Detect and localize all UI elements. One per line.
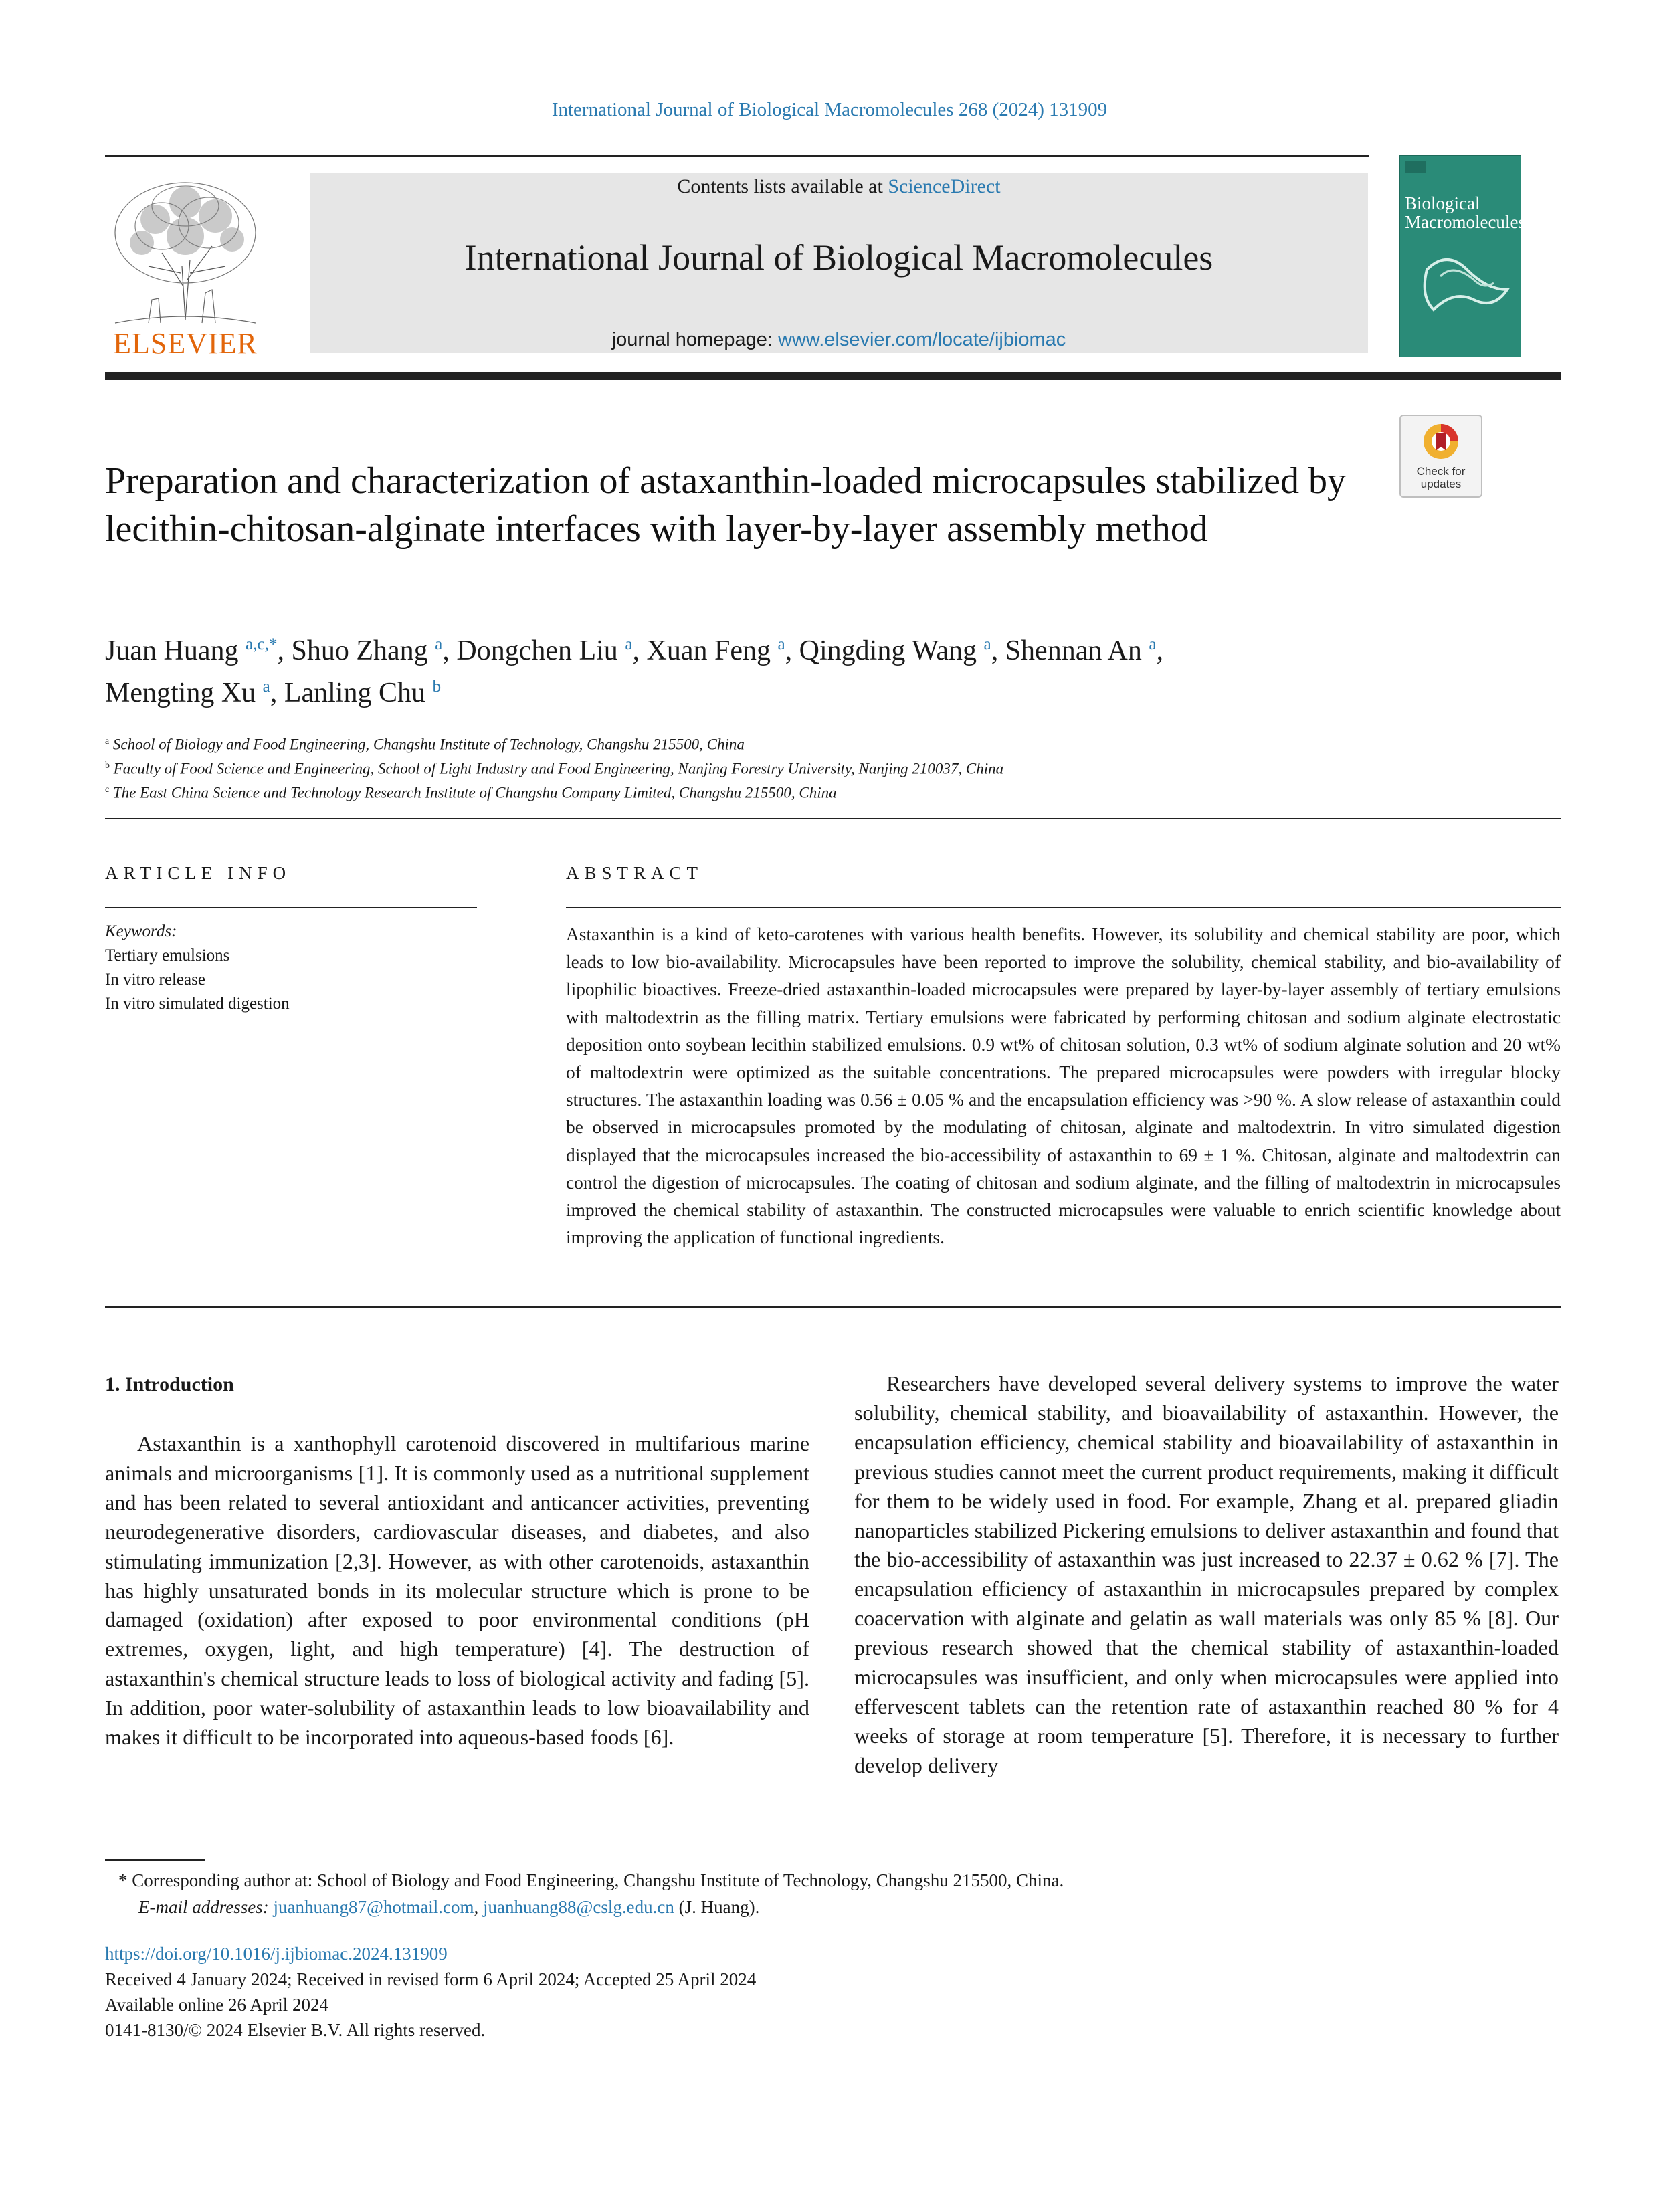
author-affil-ref[interactable]: a bbox=[983, 635, 991, 653]
homepage-prefix: journal homepage: bbox=[611, 329, 778, 350]
cover-title: Biological Macromolecules bbox=[1405, 193, 1525, 232]
article-info-rule bbox=[105, 907, 477, 908]
affiliation-key: c bbox=[105, 784, 110, 794]
author-affil-ref[interactable]: a bbox=[435, 635, 443, 653]
author-name[interactable]: Juan Huang bbox=[105, 635, 239, 666]
affiliation-key: a bbox=[105, 736, 110, 746]
publication-info bbox=[105, 1941, 1309, 2043]
email-link[interactable]: juanhuang88@cslg.edu.cn bbox=[483, 1897, 674, 1917]
contents-prefix: Contents lists available at bbox=[677, 175, 888, 197]
running-head[interactable]: International Journal of Biological Macromolecules 268 (2024) 131909 bbox=[551, 99, 1108, 120]
author-name[interactable]: Lanling Chu bbox=[284, 678, 425, 708]
author-name[interactable]: Dongchen Liu bbox=[456, 635, 618, 666]
check-updates-label[interactable]: Check for updates bbox=[1416, 465, 1466, 490]
author-affil-ref[interactable]: a bbox=[777, 635, 785, 653]
email-link[interactable]: juanhuang87@hotmail.com bbox=[273, 1897, 474, 1917]
received-dates: Received 4 January 2024; Received in revised form 6 April 2024; Accepted 25 April 2024 bbox=[105, 1969, 757, 1989]
homepage-link[interactable]: www.elsevier.com/locate/ijbiomac bbox=[777, 329, 1066, 350]
available-online: Available online 26 April 2024 bbox=[105, 1995, 328, 2015]
introduction-column-right: Researchers have developed several delivery systems to improve the water solubility, chemical stability, and bioavailability of astaxanthin. However, the encapsulation efficiency, chemical stability and bioavailability of astaxanthin in previous studies cannot meet the current product requirements, making it difficult for them to be widely used in food. For example, Zhang et al. prepared gliadin nanoparticles stabilized Pickering emulsions to deliver astaxanthin and found that the bio-accessibility of astaxanthin was just increased to 22.37 ± 0.62 % [7]. The encapsulation efficiency of astaxanthin in microcapsules prepared by complex coacervation with alginate and gelatin as wall materials was only 85 % [8]. Our previous research showed that the chemical stability of astaxanthin-loaded microcapsules was insufficient, and only when microcapsules were applied into effervescent tablets can the retention rate of astaxanthin reached 80 % for 4 weeks of storage at room temperature [5]. Therefore, it is necessary to further develop delivery bbox=[854, 1371, 1559, 1777]
author-list: Juan Huang $^{a,c,*}$, Shuo Zhang $^a$, Dongchen Liu $^a$, Xuan Feng $^a$, Qingding Wang $^a$, Shennan An $^a$, Mengting Xu $^a$, Lanling Chu $^b$ bbox=[105, 635, 1164, 708]
contents-line bbox=[310, 173, 1368, 201]
corresponding-author-note: * Corresponding author at: School of Biology and Food Engineering, Changshu Institute of Technology, Changshu 215500, China. bbox=[118, 1870, 1064, 1890]
email-line: E-mail addresses: juanhuang87@hotmail.com, juanhuang88@cslg.edu.cn (J. Huang). bbox=[138, 1897, 760, 1917]
email-suffix: (J. Huang). bbox=[678, 1897, 760, 1917]
journal-name: International Journal of Biological Macromolecules bbox=[464, 237, 1213, 278]
check-updates-icon bbox=[1401, 416, 1481, 463]
author-affil-ref[interactable]: a bbox=[625, 635, 633, 653]
homepage-line bbox=[310, 326, 1368, 353]
doi-link[interactable]: https://doi.org/10.1016/j.ijbiomac.2024.131909 bbox=[105, 1944, 448, 1964]
keywords-label: Keywords: bbox=[105, 922, 177, 940]
affiliation-key: b bbox=[105, 760, 110, 770]
copyright-line: 0141-8130/© 2024 Elsevier B.V. All rights reserved. bbox=[105, 2020, 486, 2040]
introduction-column-left: Astaxanthin is a xanthophyll carotenoid discovered in multifarious marine animals and microorganisms [1]. It is commonly used as a nutritional supplement and has been related to several antioxidant and anticancer activities, preventing neurodegenerative disorders, cardiovascular diseases, and diabetes, and also stimulating immunization [2,3]. However, as with other carotenoids, astaxanthin has highly unsaturated bonds in its molecular structure which is prone to be damaged (oxidation) after exposed to poor environmental conditions (pH extremes, oxygen, light, and high temperature) [4]. The destruction of astaxanthin's chemical structure leads to loss of biological activity and fading [5]. In addition, poor water-solubility of astaxanthin leads to low bioavailability and makes it difficult to be incorporated into aqueous-based foods [6]. bbox=[105, 1431, 809, 1750]
affiliation-a bbox=[105, 731, 1577, 755]
author-name[interactable]: Mengting Xu bbox=[105, 678, 256, 708]
article-info-heading: ARTICLE INFO bbox=[105, 863, 292, 883]
affiliation-text: School of Biology and Food Engineering, Changshu Institute of Technology, Changshu 215500, China bbox=[112, 736, 745, 753]
affiliation-text: Faculty of Food Science and Engineering, School of Light Industry and Food Engineering, Nanjing Forestry University, Nanjing 210037, China bbox=[113, 760, 1004, 777]
abstract-bottom-rule bbox=[105, 1306, 1561, 1308]
article-title: Preparation and characterization of astaxanthin-loaded microcapsules stabilized by lecithin-chitosan-alginate interfaces with layer-by-layer assembly method bbox=[105, 460, 1347, 550]
keyword-item: Tertiary emulsions bbox=[105, 946, 230, 965]
author-name[interactable]: Shennan An bbox=[1005, 635, 1142, 666]
affiliations-rule bbox=[105, 818, 1561, 819]
footnote-rule bbox=[105, 1859, 205, 1861]
journal-cover-thumbnail[interactable] bbox=[1399, 155, 1525, 357]
header-rule-thick bbox=[105, 372, 1561, 380]
sciencedirect-link[interactable]: ScienceDirect bbox=[888, 175, 1001, 197]
affiliation-c bbox=[105, 779, 1577, 803]
header-rule-top bbox=[105, 155, 1369, 157]
abstract-text: Astaxanthin is a kind of keto-carotenes with various health benefits. However, its solubility and chemical stability are poor, which leads to low bio-availability. Microcapsules have been reported to improve the solubility, chemical stability, and bio-availability of lipophilic bioactives. Freeze-dried astaxanthin-loaded microcapsules were prepared by layer-by-layer assembly of tertiary emulsions with maltodextrin as the filling matrix. Tertiary emulsions were fabricated by performing chitosan and sodium alginate electrostatic deposition onto soybean lecithin stabilized emulsions. 0.9 wt% of chitosan solution, 0.3 wt% of sodium alginate solution and 20 wt% of maltodextrin were optimized as the suitable concentrations. The prepared microcapsules were powders with irregular blocky structures. The astaxanthin loading was 0.56 ± 0.05 % and the encapsulation efficiency was >90 %. A slow release of astaxanthin could be observed in microcapsules promoted by the modulating of chitosan, alginate and maltodextrin. In vitro simulated digestion displayed that the microcapsules increased the bio-accessibility of astaxanthin to 69 ± 1 %. Chitosan, alginate and maltodextrin can control the digestion of microcapsules. The coating of chitosan and sodium alginate, and the filling of maltodextrin in microcapsules improved the chemical stability of astaxanthin. The constructed microcapsules were valuable to enrich scientific knowledge about improving the application of functional ingredients. bbox=[566, 924, 1561, 1248]
author-name[interactable]: Xuan Feng bbox=[646, 635, 771, 666]
abstract-heading: ABSTRACT bbox=[566, 863, 704, 883]
affiliation-b bbox=[105, 755, 1577, 779]
author-affil-ref[interactable]: a bbox=[1149, 635, 1157, 653]
author-affil-ref[interactable]: a,c,* bbox=[245, 635, 278, 653]
keywords-block bbox=[105, 920, 480, 1016]
email-label: E-mail addresses: bbox=[138, 1897, 269, 1917]
introduction-heading: 1. Introduction bbox=[105, 1373, 234, 1395]
footnote-block bbox=[105, 1867, 1577, 1920]
keyword-item: In vitro release bbox=[105, 971, 205, 989]
author-affil-ref[interactable]: a bbox=[262, 678, 270, 696]
author-name[interactable]: Shuo Zhang bbox=[291, 635, 428, 666]
cover-art-icon bbox=[1400, 156, 1525, 357]
affiliation-text: The East China Science and Technology Research Institute of Changshu Company Limited, Changshu 215500, China bbox=[112, 784, 837, 801]
author-affil-ref[interactable]: b bbox=[432, 678, 442, 696]
author-name[interactable]: Qingding Wang bbox=[799, 635, 977, 666]
keyword-item: In vitro simulated digestion bbox=[105, 995, 290, 1013]
elsevier-wordmark[interactable]: ELSEVIER bbox=[113, 327, 258, 360]
abstract-rule bbox=[566, 907, 1561, 908]
